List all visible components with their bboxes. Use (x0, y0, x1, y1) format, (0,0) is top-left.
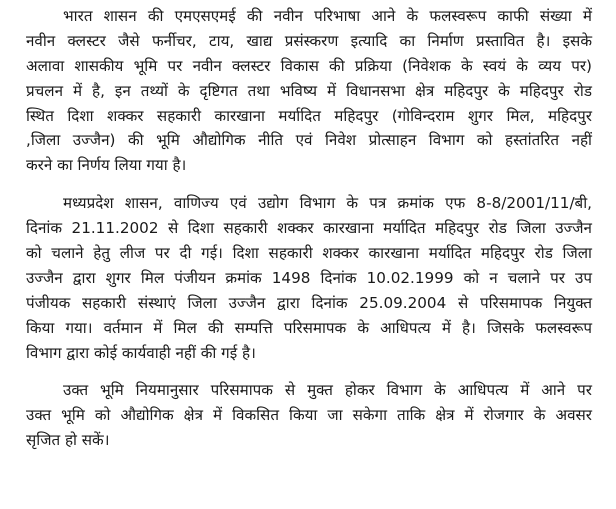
text-line: विभाग द्वारा कोई कार्यवाही नहीं की गई है। (26, 343, 256, 362)
text-line: को चलाने हेतु लीज पर दी गई। दिशा सहकारी शक्कर कारखाना मर्यादित महिदपुर रोड जिला (26, 244, 592, 263)
text-line: अलावा शासकीय भूमि पर नवीन क्लस्टर विकास की प्रक्रिया (निवेशक के स्वयं के व्यय पर) (26, 56, 592, 75)
text-line: किया गया। वर्तमान में मिल की सम्पत्ति परिसमापक के आधिपत्य में है। जिसके फलस्वरूप (26, 318, 592, 337)
text-line: स्थित दिशा शक्कर सहकारी कारखाना मर्यादित महिदपुर (गोविन्दराम शुगर मिल, महिदपुर (26, 106, 592, 125)
text-line: पंजीयक सहकारी संस्थाएं जिला उज्जैन द्वारा दिनांक 25.09.2004 से परिसमापक नियुक्त (26, 293, 592, 312)
text-line: करने का निर्णय लिया गया है। (26, 156, 187, 175)
document-body (26, 4, 592, 453)
paragraph-2 (26, 191, 592, 365)
text-line: दिनांक 21.11.2002 से दिशा सहकारी शक्कर कारखाना मर्यादित महिदपुर रोड जिला उज्जैन (26, 219, 592, 238)
text-line: मध्यप्रदेश शासन, वाणिज्य एवं उद्योग विभाग के पत्र क्रमांक एफ 8-8/2001/11/बी, (63, 194, 592, 213)
paragraph-1 (26, 4, 592, 178)
text-line: नवीन क्लस्टर जैसे फर्नीचर, टाय, खाद्य प्रसंस्करण इत्यादि का निर्माण प्रस्तावित है। इसके (26, 31, 592, 50)
text-line: उक्त भूमि नियमानुसार परिसमापक से मुक्त होकर विभाग के आधिपत्य में आने पर (63, 381, 592, 400)
text-line: उज्जैन द्वारा शुगर मिल पंजीयन क्रमांक 1498 दिनांक 10.02.1999 को न चलाने पर उप (26, 268, 592, 287)
paragraph-spacer (26, 365, 592, 378)
text-line: सृजित हो सकें। (26, 431, 110, 450)
text-line: प्रचलन में है, इन तथ्यों के दृष्टिगत तथा भविष्य में विधानसभा क्षेत्र महिदपुर के महिदपुर रोड (26, 81, 592, 100)
text-line: उक्त भूमि को औद्योगिक क्षेत्र में विकसित किया जा सकेगा ताकि क्षेत्र में रोजगार के अवसर (26, 406, 592, 425)
paragraph-3 (26, 378, 592, 453)
text-line: भारत शासन की एमएसएमई की नवीन परिभाषा आने के फलस्वरूप काफी संख्या में (63, 7, 592, 25)
text-line: ,जिला उज्जैन) की भूमि औद्योगिक नीति एवं निवेश प्रोत्साहन विभाग को हस्तांतरित नहीं (26, 131, 592, 150)
paragraph-spacer (26, 178, 592, 191)
